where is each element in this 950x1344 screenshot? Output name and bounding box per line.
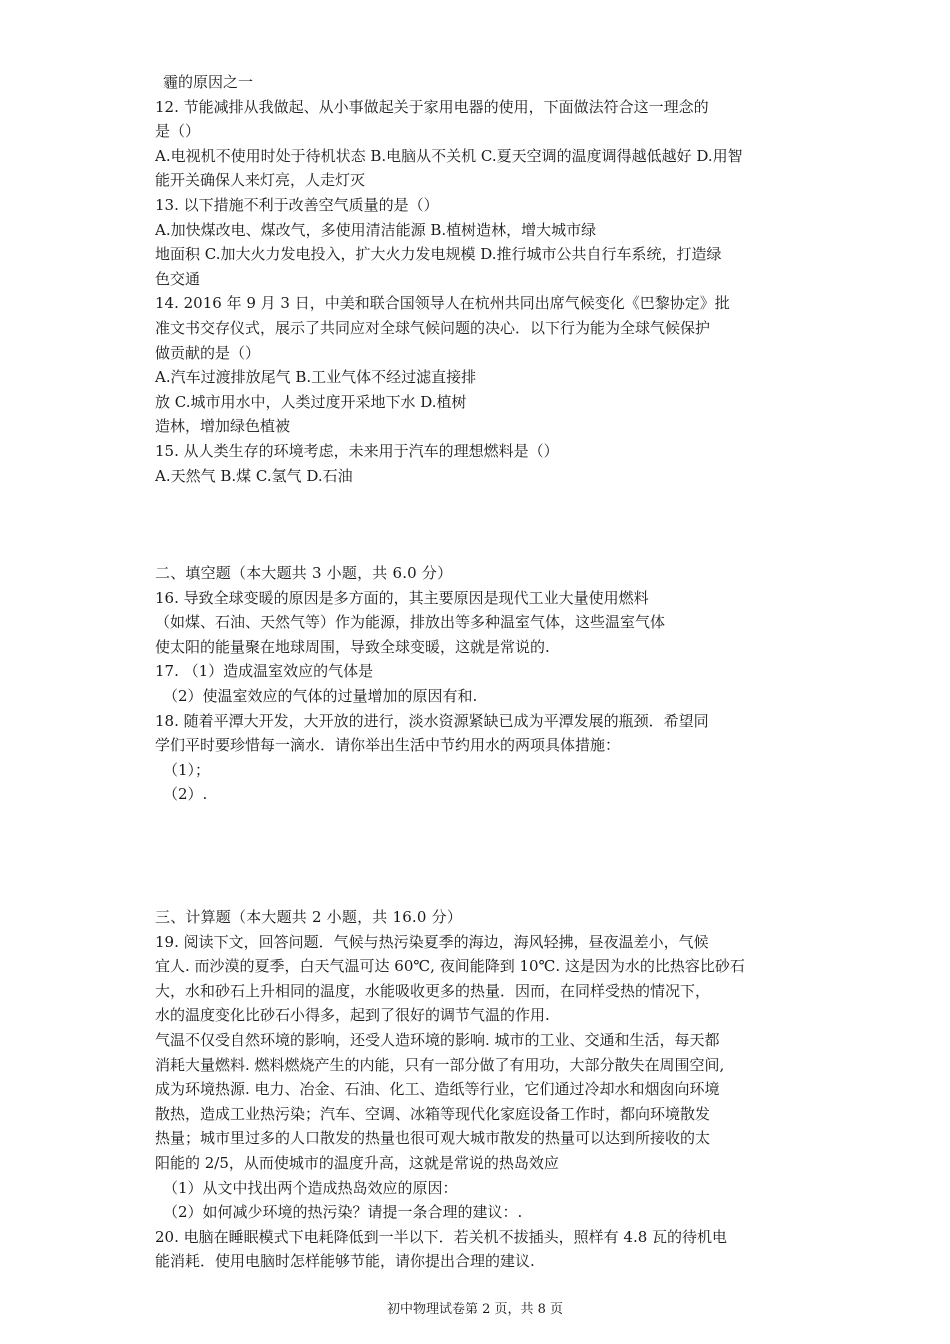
text-line: （2）使温室效应的气体的过量增加的原因有和. — [163, 687, 478, 706]
text-line: （2）如何减少环境的热污染？请提一条合理的建议：. — [163, 1203, 523, 1222]
text-line: 色交通 — [155, 269, 201, 288]
text-line: 地面积 C.加大火力发电投入，扩大火力发电规模 D.推行城市公共自行车系统，打造绿 — [155, 245, 722, 264]
text-line: （1）； — [163, 760, 211, 779]
question-20: 20. 电脑在睡眠模式下电耗降低到一半以下．若关机不拔插头，照样有 4.8 瓦的待机电 — [155, 1227, 728, 1246]
text-line: 散热，造成工业热污染；汽车、空调、冰箱等现代化家庭设备工作时，都向环境散发 — [155, 1104, 711, 1123]
section-title-calculation: 三、计算题（本大题共 2 小题，共 16.0 分） — [155, 908, 463, 927]
exam-page — [155, 70, 805, 1274]
text-line: 造林，增加绿色植被 — [155, 417, 291, 436]
questions-block-2 — [155, 586, 805, 807]
text-line: 宜人. 而沙漠的夏季，白天气温可达 60℃, 夜间能降到 10℃. 这是因为水的比热容比砂石 — [155, 957, 745, 976]
options-12: A.电视机不使用时处于待机状态 B.电脑从不关机 C.夏天空调的温度调得越低越好 D.用智 — [155, 146, 743, 165]
question-13: 13. 以下措施不利于改善空气质量的是（） — [155, 195, 439, 214]
text-line: 能消耗．使用电脑时怎样能够节能，请你提出合理的建议. — [155, 1252, 535, 1271]
text-line: 学们平时要珍惜每一滴水．请你举出生活中节约用水的两项具体措施： — [155, 736, 621, 755]
text-line: 霾的原因之一 — [163, 73, 254, 91]
page-footer: 初中物理试卷第 2 页，共 8 页 — [386, 1302, 564, 1317]
text-line: 阳能的 2/5，从而使城市的温度升高，这就是常说的热岛效应 — [155, 1153, 559, 1172]
section-title-fill-in: 二、填空题（本大题共 3 小题，共 6.0 分） — [155, 564, 453, 583]
text-line: 使太阳的能量聚在地球周围，导致全球变暖，这就是常说的. — [155, 637, 550, 656]
question-16: 16. 导致全球变暖的原因是多方面的，其主要原因是现代工业大量使用燃料 — [155, 588, 649, 607]
text-line: （1）从文中找出两个造成热岛效应的原因： — [163, 1178, 458, 1197]
text-line: 能开关确保人来灯亮，人走灯灭 — [155, 171, 366, 190]
options-13: A.加快煤改电、煤改气，多使用清洁能源 B.植树造林，增大城市绿 — [155, 220, 597, 239]
text-line: 消耗大量燃料. 燃料燃烧产生的内能，只有一部分做了有用功，大部分散失在周围空间, — [155, 1055, 725, 1074]
question-17: 17. （1）造成温室效应的气体是 — [155, 662, 374, 681]
text-line: （如煤、石油、天然气等）作为能源，排放出等多种温室气体，这些温室气体 — [155, 613, 666, 632]
text-line: （2）. — [163, 785, 208, 804]
question-14: 14. 2016 年 9 月 3 日，中美和联合国领导人在杭州共同出席气候变化《巴黎协定》批 — [155, 294, 730, 313]
options-15: A.天然气 B.煤 C.氢气 D.石油 — [155, 466, 353, 485]
question-12: 12. 节能减排从我做起、从小事做起关于家用电器的使用，下面做法符合这一理念的 — [155, 97, 709, 116]
text-line: 热量；城市里过多的人口散发的热量也很可观大城市散发的热量可以达到所接收的太 — [155, 1129, 711, 1148]
text-line: 成为环境热源. 电力、冶金、石油、化工、造纸等行业，它们通过冷却水和烟囱向环境 — [155, 1080, 720, 1099]
text-line: 大，水和砂石上升相同的温度，水能吸收更多的热量．因而，在同样受热的情况下， — [155, 981, 711, 1000]
questions-block-3 — [155, 930, 805, 1274]
text-line: 是（） — [155, 122, 201, 141]
question-15: 15. 从人类生存的环境考虑，未来用于汽车的理想燃料是（） — [155, 441, 559, 460]
text-line: 水的温度变化比砂石小得多，起到了很好的调节气温的作用. — [155, 1006, 550, 1025]
text-line: 气温不仅受自然环境的影响，还受人造环境的影响. 城市的工业、交通和生活，每天都 — [155, 1031, 720, 1049]
question-19: 19. 阅读下文，回答问题．气候与热污染夏季的海边，海风轻拂，昼夜温差小，气候 — [155, 932, 709, 951]
questions-block-1 — [155, 70, 805, 488]
options-14: A.汽车过渡排放尾气 B.工业气体不经过滤直接排 — [155, 368, 477, 387]
text-line: 准文书交存仪式，展示了共同应对全球气候问题的决心．以下行为能为全球气候保护 — [155, 318, 711, 337]
text-line: 做贡献的是（） — [155, 343, 261, 362]
question-18: 18. 随着平潭大开发，大开放的进行，淡水资源紧缺已成为平潭发展的瓶颈．希望同 — [155, 711, 709, 730]
text-line: 放 C.城市用水中，人类过度开采地下水 D.植树 — [155, 392, 467, 411]
